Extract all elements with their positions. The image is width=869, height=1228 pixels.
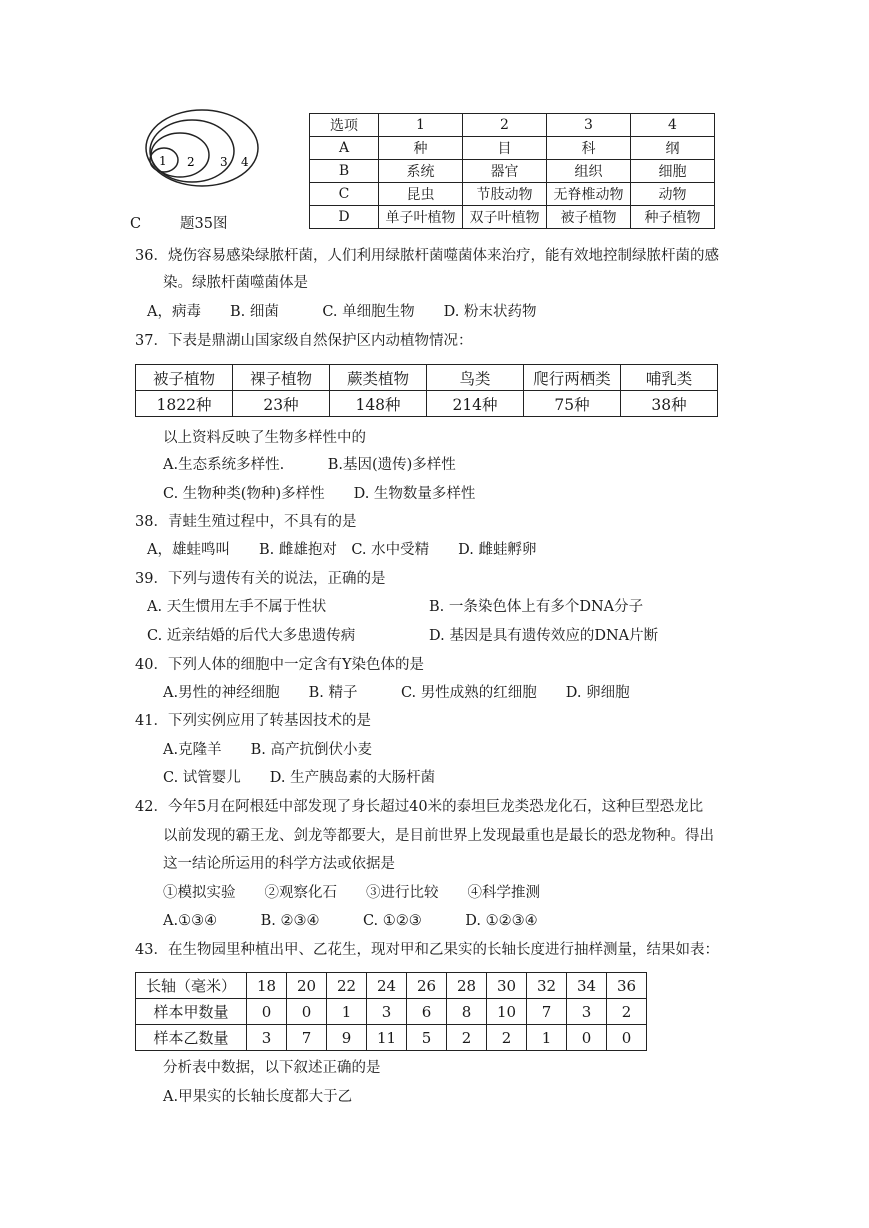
q39-option-a: A. 天生惯用左手不属于性状 [147,599,327,615]
table-cell: 1822种 [136,391,233,417]
table-row [136,365,718,391]
q37-follow: 以上资料反映了生物多样性中的 [163,430,366,446]
table-cell: 细胞 [631,160,715,183]
table-cell: 种子植物 [631,206,715,229]
q42-line2: 以前发现的霸王龙、剑龙等都要大，是目前世界上发现最重也是最长的恐龙物种。得出 [163,828,714,844]
q38-options: A，雄蛙鸣叫 B. 雌雄抱对 C. 水中受精 D. 雌蛙孵卵 [147,542,537,558]
q37-stem: 37．下表是鼎湖山国家级自然保护区内动植物情况： [135,333,473,349]
q39-stem: 39．下列与遗传有关的说法，正确的是 [135,571,386,587]
header-cell: 24 [367,973,407,999]
table-cell: 2 [487,1025,527,1051]
table-row [310,137,715,160]
header-cell: 哺乳类 [621,365,718,391]
q42-options: A.①③④ B. ②③④ C. ①②③ D. ①②③④ [163,913,538,929]
table-cell: B [310,160,379,183]
table-cell: 3 [367,999,407,1025]
q42-items: ①模拟实验 ②观察化石 ③进行比较 ④科学推测 [163,885,540,901]
q40-options: A.男性的神经细胞 B. 精子 C. 男性成熟的红细胞 D. 卵细胞 [163,685,630,701]
q41-stem: 41．下列实例应用了转基因技术的是 [135,713,371,729]
table-row [136,973,647,999]
header-cell: 28 [447,973,487,999]
table-cell: 节肢动物 [463,183,547,206]
table-cell: 1 [527,1025,567,1051]
q35-caption: 题35图 [180,216,228,232]
table-cell: 样本乙数量 [136,1025,247,1051]
q41-options-ab: A.克隆羊 B. 高产抗倒伏小麦 [163,742,372,758]
table-cell: 动物 [631,183,715,206]
q35-table [309,113,715,229]
q39-option-c: C. 近亲结婚的后代大多患遗传病 [147,628,356,644]
header-cell: 22 [327,973,367,999]
table-cell: 被子植物 [547,206,631,229]
header-cell: 被子植物 [136,365,233,391]
table-row [310,114,715,137]
table-cell: 6 [407,999,447,1025]
table-cell: 样本甲数量 [136,999,247,1025]
ring-label-3: 3 [220,155,228,169]
table-cell: 双子叶植物 [463,206,547,229]
ring-label-2: 2 [187,155,195,169]
header-cell: 鸟类 [427,365,524,391]
table-cell: 组织 [547,160,631,183]
q43-stem: 43．在生物园里种植出甲、乙花生，现对甲和乙果实的长轴长度进行抽样测量，结果如表： [135,942,719,958]
table-cell: 昆虫 [379,183,463,206]
header-cell: 蕨类植物 [330,365,427,391]
header-cell: 36 [607,973,647,999]
table-cell: 10 [487,999,527,1025]
table-cell: 目 [463,137,547,160]
header-cell: 32 [527,973,567,999]
table-cell: 单子叶植物 [379,206,463,229]
table-cell: 38种 [621,391,718,417]
q43-option-a: A.甲果实的长轴长度都大于乙 [163,1089,353,1105]
table-cell: 纲 [631,137,715,160]
header-cell: 选项 [310,114,379,137]
q36-line2: 染。绿脓杆菌噬菌体是 [163,275,308,291]
q43-follow: 分析表中数据，以下叙述正确的是 [163,1060,381,1076]
table-cell: A [310,137,379,160]
table-cell: 11 [367,1025,407,1051]
table-cell: 1 [327,999,367,1025]
table-row [136,391,718,417]
header-cell: 1 [379,114,463,137]
header-cell: 4 [631,114,715,137]
table-cell: C [310,183,379,206]
table-cell: 系统 [379,160,463,183]
q42-line1: 42．今年5月在阿根廷中部发现了身长超过40米的泰坦巨龙类恐龙化石，这种巨型恐龙比 [135,799,704,815]
table-cell: 9 [327,1025,367,1051]
table-cell: 7 [287,1025,327,1051]
q42-line3: 这一结论所运用的科学方法或依据是 [163,856,395,872]
header-cell: 20 [287,973,327,999]
header-cell: 34 [567,973,607,999]
table-cell: D [310,206,379,229]
table-cell: 2 [447,1025,487,1051]
table-cell: 23种 [233,391,330,417]
q37-table [135,364,718,417]
table-cell: 0 [247,999,287,1025]
table-cell: 8 [447,999,487,1025]
header-cell: 30 [487,973,527,999]
header-cell: 26 [407,973,447,999]
q39-option-b: B. 一条染色体上有多个DNA分子 [429,599,644,615]
table-row [310,183,715,206]
table-cell: 0 [567,1025,607,1051]
table-cell: 科 [547,137,631,160]
header-cell: 长轴（毫米） [136,973,247,999]
ring-label-1: 1 [159,154,167,168]
table-row [136,1025,647,1051]
q35-figure [140,108,260,190]
header-cell: 爬行两栖类 [524,365,621,391]
header-cell: 2 [463,114,547,137]
table-cell: 3 [247,1025,287,1051]
table-row [310,160,715,183]
table-cell: 3 [567,999,607,1025]
ring-label-4: 4 [241,155,249,169]
q40-stem: 40．下列人体的细胞中一定含有Y染色体的是 [135,657,425,673]
q37-options-cd: C. 生物种类(物种)多样性 D. 生物数量多样性 [163,486,476,502]
table-cell: 0 [287,999,327,1025]
table-cell: 214种 [427,391,524,417]
table-cell: 无脊椎动物 [547,183,631,206]
q36-line1: 36．烧伤容易感染绿脓杆菌，人们利用绿脓杆菌噬菌体来治疗，能有效地控制绿脓杆菌的感 [135,248,719,264]
q35-caption-left: C [130,216,142,232]
table-cell: 75种 [524,391,621,417]
table-cell: 5 [407,1025,447,1051]
table-cell: 148种 [330,391,427,417]
table-cell: 种 [379,137,463,160]
q36-options: A，病毒 B. 细菌 C. 单细胞生物 D. 粉末状药物 [147,304,537,320]
header-cell: 18 [247,973,287,999]
nested-sets-diagram [140,108,260,190]
table-row [136,999,647,1025]
q37-options-ab: A.生态系统多样性. B.基因(遗传)多样性 [163,457,456,473]
q43-table [135,972,647,1051]
table-cell: 0 [607,1025,647,1051]
q38-stem: 38．青蛙生殖过程中，不具有的是 [135,514,357,530]
table-cell: 器官 [463,160,547,183]
q39-option-d: D. 基因是具有遗传效应的DNA片断 [429,628,659,644]
table-cell: 7 [527,999,567,1025]
table-cell: 2 [607,999,647,1025]
header-cell: 3 [547,114,631,137]
q41-options-cd: C. 试管婴儿 D. 生产胰岛素的大肠杆菌 [163,770,436,786]
table-row [310,206,715,229]
header-cell: 裸子植物 [233,365,330,391]
